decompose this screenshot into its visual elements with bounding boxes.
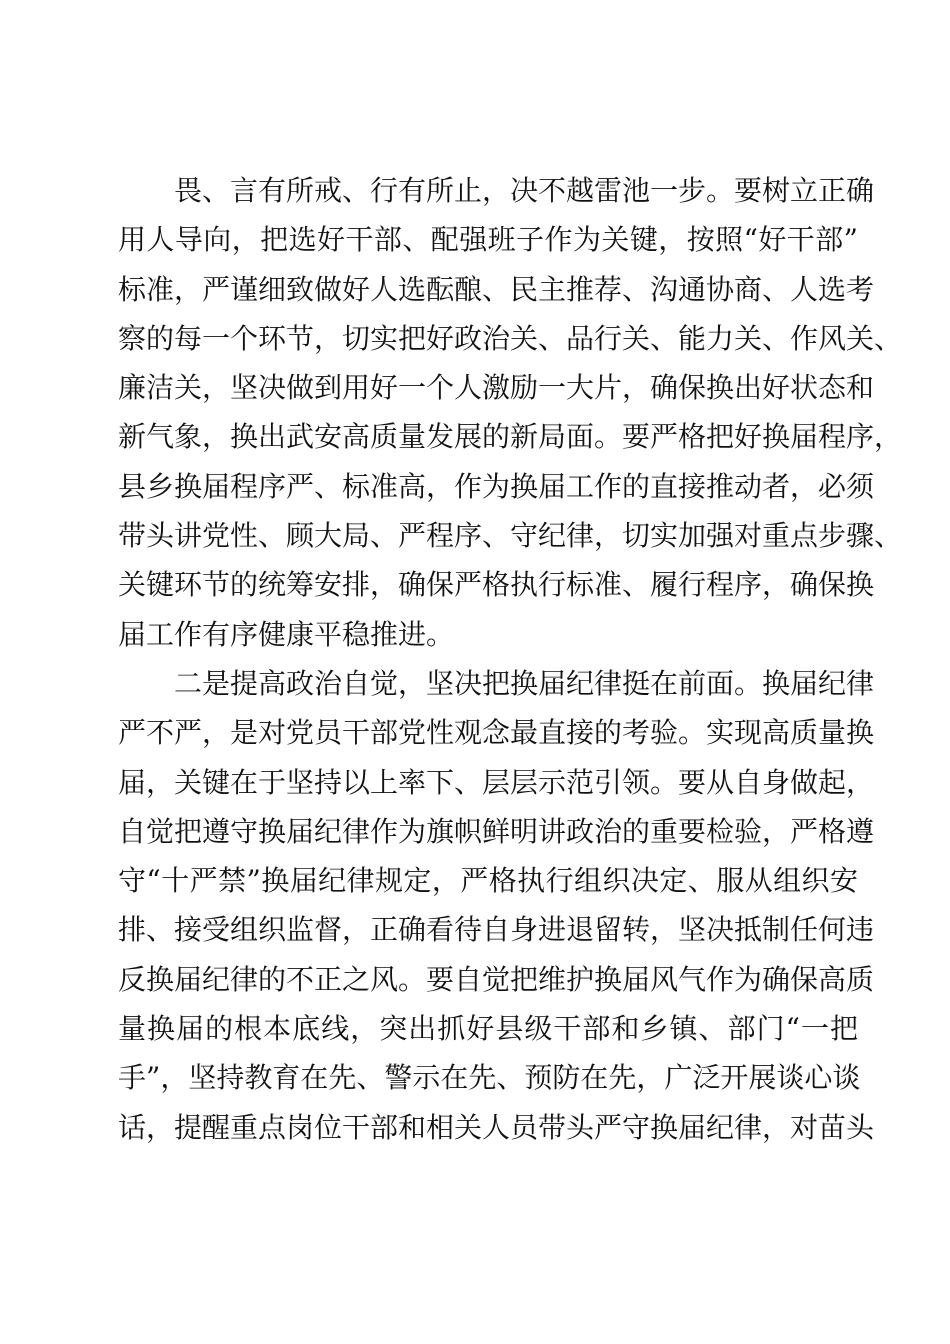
- text-line: 关键环节的统筹安排，确保严格执行标准、履行程序，确保换: [118, 568, 875, 602]
- text-line: 届，关键在于坚持以上率下、层层示范引领。要从自身做起，: [118, 765, 875, 799]
- text-line: 二是提高政治自觉，坚决把换届纪律挺在前面。换届纪律: [174, 666, 875, 700]
- text-line: 手”，坚持教育在先、警示在先、预防在先，广泛开展谈心谈: [118, 1061, 861, 1095]
- text-line: 标准，严谨细致做好人选酝酿、民主推荐、沟通协商、人选考: [118, 272, 875, 306]
- text-line: 畏、言有所戒、行有所止，决不越雷池一步。要树立正确: [174, 174, 875, 207]
- text-line: 严不严，是对党员干部党性观念最直接的考验。实现高质量换: [118, 716, 875, 750]
- text-line: 察的每一个环节，切实把好政治关、品行关、能力关、作风关、: [118, 321, 903, 355]
- text-line: 带头讲党性、顾大局、严程序、守纪律，切实加强对重点步骤、: [118, 519, 903, 553]
- text-line: 反换届纪律的不正之风。要自觉把维护换届风气作为确保高质: [118, 962, 875, 996]
- text-line: 排、接受组织监督，正确看待自身进退留转，坚决抵制任何违: [118, 913, 875, 947]
- text-line: 话，提醒重点岗位干部和相关人员带头严守换届纪律，对苗头: [118, 1110, 875, 1144]
- text-line: 县乡换届程序严、标准高，作为换届工作的直接推动者，必须: [118, 469, 875, 503]
- text-line: 守“十严禁”换届纪律规定，严格执行组织决定、服从组织安: [118, 864, 858, 898]
- body-text: [118, 166, 903, 1152]
- text-line: 新气象，换出武安高质量发展的新局面。要严格把好换届程序，: [118, 420, 903, 454]
- text-line: 用人导向，把选好干部、配强班子作为关键，按照“好干部”: [118, 223, 858, 257]
- text-line: 廉洁关，坚决做到用好一个人激励一大片，确保换出好状态和: [118, 371, 875, 405]
- text-line: 量换届的根本底线，突出抓好县级干部和乡镇、部门“一把: [118, 1012, 858, 1046]
- text-line: 自觉把遵守换届纪律作为旗帜鲜明讲政治的重要检验，严格遵: [118, 814, 875, 848]
- text-line: 届工作有序健康平稳推进。: [118, 617, 455, 651]
